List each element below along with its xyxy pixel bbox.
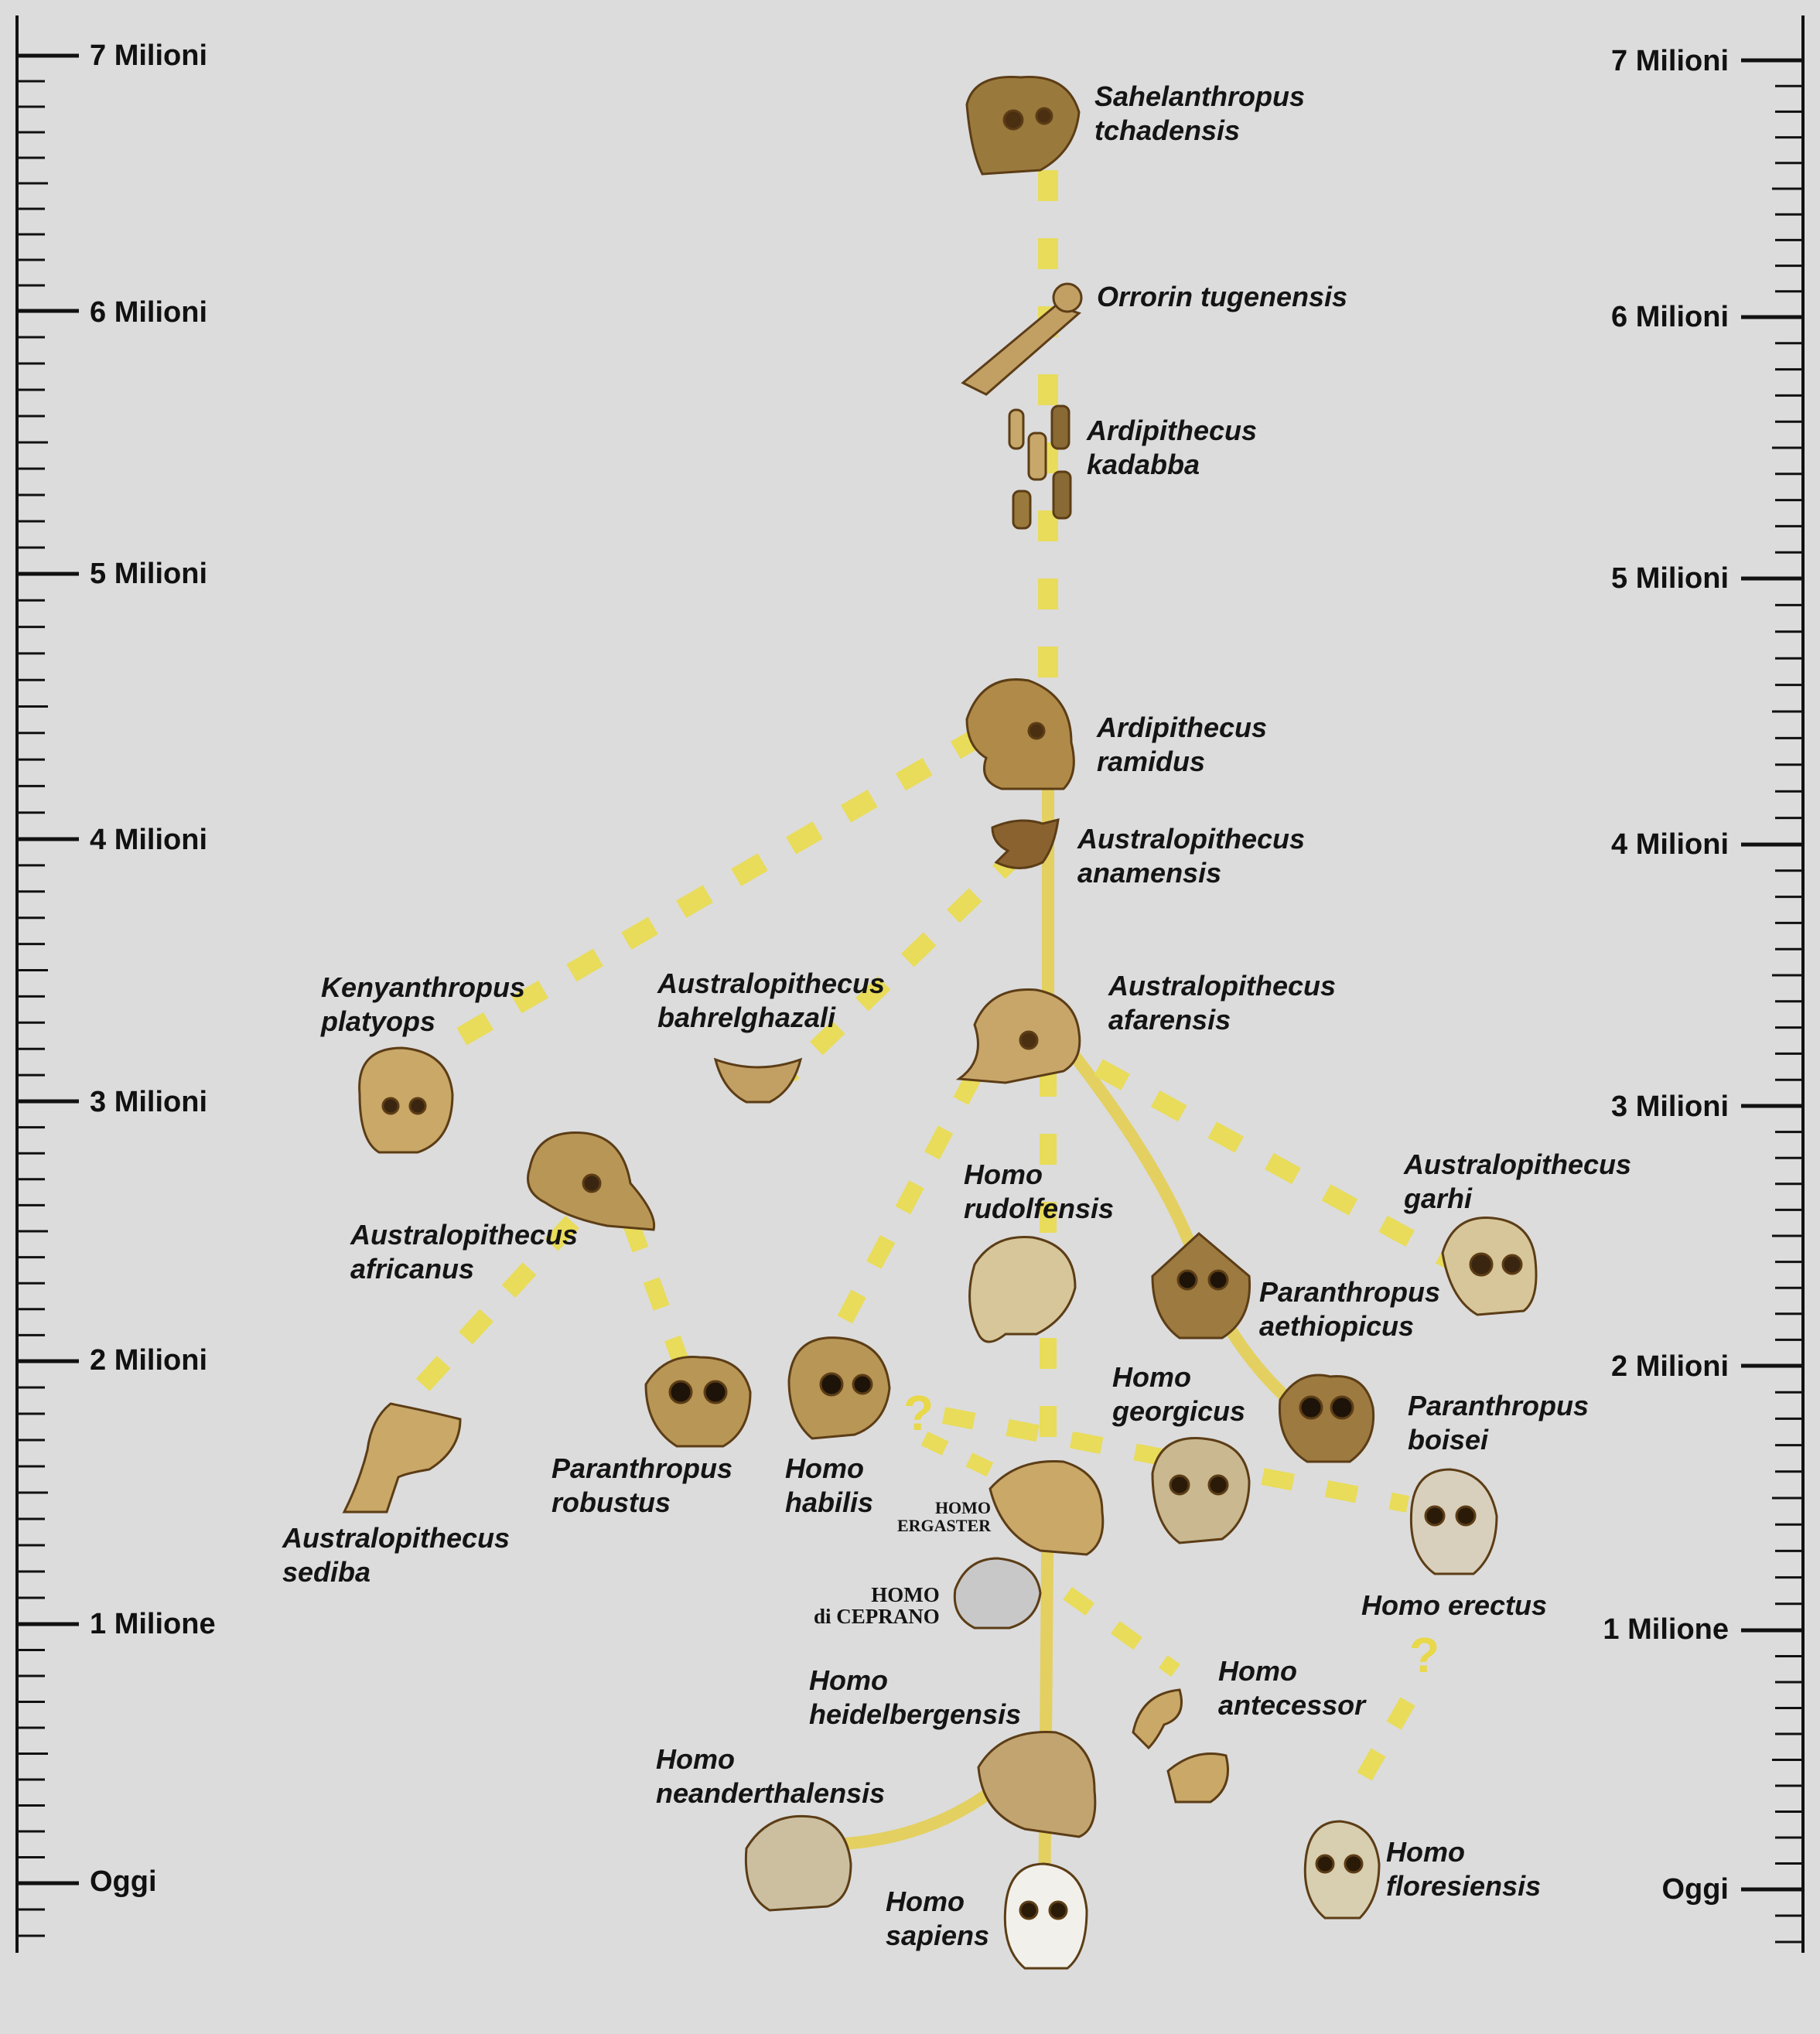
genus: Australopithecus: [1108, 970, 1337, 1002]
fossil-rudolfensis: [970, 1237, 1075, 1342]
epithet: africanus: [350, 1253, 475, 1285]
genus: Australopithecus: [282, 1522, 510, 1554]
label-homo-floresiensis: [1386, 1835, 1541, 1903]
label-homo-ceprano: [814, 1584, 940, 1628]
epithet: habilis: [785, 1486, 874, 1518]
fossil-ceprano: [954, 1558, 1040, 1628]
genus: Homo: [886, 1886, 965, 1917]
genus: Kenyanthropus: [321, 971, 526, 1003]
axis-ticks: [17, 56, 1803, 1942]
fossil-erectus: [1411, 1469, 1497, 1574]
fossil-sediba: [344, 1404, 460, 1512]
question-mark-habilis: ?: [903, 1385, 934, 1441]
genus: Orrorin: [1097, 281, 1193, 312]
genus: Australopithecus: [657, 968, 886, 999]
label-sahelanthropus-tchadensis: [1094, 80, 1305, 148]
fossil-orrorin: [963, 284, 1081, 394]
fossil-robustus: [646, 1357, 750, 1446]
fossil-kadabba: [1009, 406, 1070, 528]
label-homo-sapiens: [886, 1885, 989, 1953]
label-australopithecus-sediba: [282, 1521, 510, 1589]
label-paranthropus-robustus: [551, 1452, 732, 1520]
genus: Ardipithecus: [1097, 712, 1268, 743]
fossil-neanderthalensis: [746, 1816, 851, 1910]
fossil-sapiens: [1005, 1864, 1087, 1968]
question-mark-erectus: ?: [1409, 1627, 1440, 1683]
epithet: sapiens: [886, 1920, 990, 1951]
line2: di CEPRANO: [814, 1605, 940, 1629]
branch-habilis-ergaster: [924, 1438, 998, 1473]
genus: Homo: [809, 1664, 888, 1696]
label-homo-neanderthalensis: [656, 1742, 885, 1810]
axis-label-3m: 3 Milioni: [90, 1086, 207, 1118]
genus: Australopithecus: [350, 1219, 579, 1251]
genus: Homo: [1386, 1836, 1465, 1868]
label-homo-heidelbergensis: [809, 1664, 1021, 1732]
axis-label-right-1m: 1 Milione: [1603, 1613, 1729, 1646]
genus: Homo: [656, 1743, 735, 1775]
genus: Homo: [964, 1159, 1043, 1190]
epithet: tugenensis: [1200, 281, 1348, 312]
line1: HOMO: [871, 1583, 940, 1606]
epithet: floresiensis: [1386, 1870, 1542, 1902]
epithet: bahrelghazali: [657, 1002, 836, 1033]
fossil-floresiensis: [1305, 1821, 1379, 1918]
axis-label-oggi: Oggi: [90, 1865, 157, 1898]
fossil-georgicus: [1152, 1438, 1249, 1543]
fossil-ergaster: [990, 1461, 1103, 1555]
label-ardipithecus-kadabba: [1087, 414, 1257, 482]
branch-antecessor: [1067, 1593, 1176, 1671]
epithet: aethiopicus: [1259, 1310, 1415, 1342]
label-australopithecus-bahrelghazali: [657, 967, 885, 1035]
label-paranthropus-boisei: [1408, 1389, 1589, 1457]
genus: Paranthropus: [551, 1452, 733, 1484]
label-homo-ergaster: [897, 1499, 991, 1534]
label-ardipithecus-ramidus: [1097, 711, 1267, 779]
epithet: platyops: [321, 1005, 436, 1037]
axis-label-5m: 5 Milioni: [90, 558, 207, 590]
genus: Homo: [785, 1452, 864, 1484]
fossil-ramidus: [967, 680, 1074, 789]
epithet: georgicus: [1112, 1395, 1246, 1427]
line2: ERGASTER: [897, 1516, 992, 1536]
fossil-afarensis: [959, 990, 1080, 1083]
label-homo-rudolfensis: [964, 1158, 1114, 1226]
label-australopithecus-anamensis: [1077, 822, 1305, 890]
label-kenyanthropus-platyops: [321, 971, 525, 1039]
epithet: sediba: [282, 1556, 371, 1588]
axis-label-right-5m: 5 Milioni: [1611, 562, 1729, 595]
label-homo-habilis: [785, 1452, 873, 1520]
genus: Australopithecus: [1077, 823, 1306, 855]
axis-label-7m: 7 Milioni: [90, 39, 207, 72]
genus: Paranthropus: [1259, 1276, 1441, 1308]
label-australopithecus-africanus: [350, 1218, 578, 1286]
fossil-bahrelghazali: [715, 1060, 801, 1102]
axis-label-right-3m: 3 Milioni: [1611, 1090, 1729, 1123]
branch-robustus: [630, 1222, 681, 1361]
epithet: afarensis: [1108, 1004, 1231, 1036]
fossil-aethiopicus: [1152, 1234, 1250, 1338]
genus: Ardipithecus: [1087, 415, 1258, 446]
label-orrorin-tugenensis: [1097, 280, 1347, 314]
axis-label-2m: 2 Milioni: [90, 1344, 207, 1377]
genus: Homo: [1218, 1655, 1297, 1687]
label-homo-antecessor: [1218, 1654, 1365, 1722]
epithet: anamensis: [1077, 857, 1222, 889]
epithet: neanderthalensis: [656, 1777, 886, 1809]
label-australopithecus-garhi: [1404, 1148, 1631, 1216]
fossil-habilis: [789, 1338, 890, 1438]
epithet: rudolfensis: [964, 1193, 1115, 1224]
name: [1097, 280, 1347, 314]
fossil-boisei: [1279, 1375, 1373, 1462]
epithet: heidelbergensis: [809, 1698, 1022, 1730]
fossil-antecessor: [1133, 1690, 1228, 1802]
epithet: tchadensis: [1094, 114, 1241, 146]
genus: Homo: [1112, 1361, 1191, 1393]
epithet: antecessor: [1218, 1689, 1366, 1721]
axis-label-1m: 1 Milione: [90, 1608, 216, 1640]
axis-label-right-7m: 7 Milioni: [1611, 45, 1729, 77]
axis-label-6m: 6 Milioni: [90, 296, 207, 329]
label-homo-erectus: [1361, 1589, 1547, 1623]
fossil-heidelbergensis: [978, 1732, 1095, 1837]
genus: Sahelanthropus: [1094, 80, 1306, 112]
axis-label-right-4m: 4 Milioni: [1611, 828, 1729, 861]
fossil-platyops: [360, 1048, 452, 1152]
axis-label-4m: 4 Milioni: [90, 824, 207, 856]
genus: Paranthropus: [1408, 1390, 1590, 1421]
fossil-garhi: [1443, 1218, 1536, 1315]
epithet: ramidus: [1097, 746, 1206, 777]
axis-label-right-2m: 2 Milioni: [1611, 1350, 1729, 1383]
epithet: kadabba: [1087, 449, 1200, 480]
label-australopithecus-afarensis: [1108, 969, 1336, 1037]
axis-label-right-oggi: Oggi: [1661, 1873, 1729, 1906]
line1: HOMO: [934, 1498, 992, 1517]
label-homo-georgicus: [1112, 1360, 1245, 1428]
genus: Homo erectus: [1361, 1589, 1548, 1621]
branch-habilis: [839, 1075, 975, 1330]
genus: Australopithecus: [1404, 1148, 1632, 1180]
epithet: robustus: [551, 1486, 671, 1518]
label-paranthropus-aethiopicus: [1259, 1275, 1440, 1343]
axis-label-right-6m: 6 Milioni: [1611, 301, 1729, 333]
fossil-africanus: [528, 1133, 654, 1230]
fossil-sahelanthropus: [967, 77, 1079, 174]
epithet: garhi: [1404, 1183, 1473, 1214]
epithet: boisei: [1408, 1424, 1489, 1456]
